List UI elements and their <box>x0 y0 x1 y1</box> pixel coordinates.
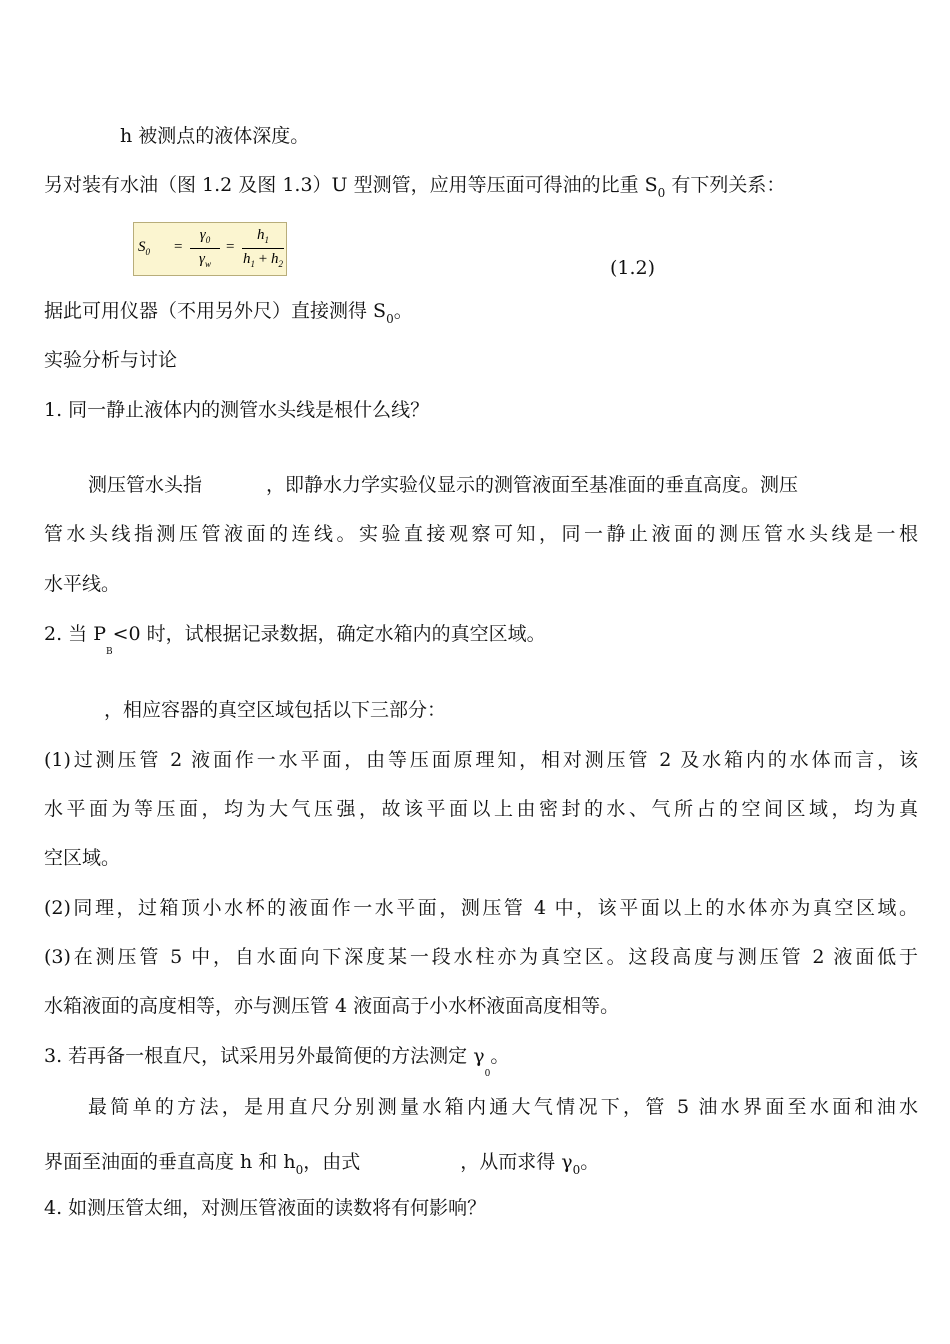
line-direct-measure <box>44 299 413 325</box>
question-1: 1. 同一静止液体内的测管水头线是根什么线？ <box>44 399 430 421</box>
line-oil-relation <box>44 173 785 199</box>
formula-denominator-2: $h_1 + h_2$ <box>243 251 283 269</box>
formula-equals: = <box>226 239 235 255</box>
answer-3-line-2: 界面至油面的垂直高度 h 和 $h_0$，由式 ，从而求得 $\gamma_0$。 <box>44 1151 600 1177</box>
section-heading: 实验分析与讨论 <box>44 349 178 371</box>
subscript: 0 <box>295 1163 304 1177</box>
formula-image <box>133 222 287 276</box>
formula-lhs: $S_0$ <box>138 239 150 257</box>
equation-number: (1.2) <box>610 257 656 279</box>
answer-2-part1-line1: (1)过测压管 2 液面作一水平面，由等压面原理知，相对测压管 2 及水箱内的水体而言，该 <box>44 749 918 771</box>
question-3: 3. 若再备一根直尺，试采用另外最简便的方法测定 $\gamma_0$。 <box>44 1045 510 1079</box>
text: 另对装有水油（图 1.2 及图 1.3）U 型测管，应用等压面可得油的比重 S <box>44 174 658 196</box>
fraction-bar <box>190 248 220 249</box>
answer-1-line-2: 管水头线指测压管液面的连线。实验直接观察可知，同一静止液面的测压管水头线是一根 <box>44 523 918 545</box>
answer-2-part3-line2: 水箱液面的高度相等，亦与测压管 4 液面高于小水杯液面高度相等。 <box>44 995 620 1017</box>
answer-2-part2: (2)同理，过箱顶小水杯的液面作一水平面，测压管 4 中，该平面以上的水体亦为真空区域。 <box>44 897 918 919</box>
formula-equals: = <box>174 239 183 255</box>
formula-denominator-1: $\gamma_w$ <box>199 251 211 269</box>
subscript: 0 <box>657 186 666 200</box>
formula-numerator-2: $h_1$ <box>257 227 269 245</box>
text: 有下列关系： <box>665 174 786 196</box>
answer-1-line-1: 测压管水头指 ，即静水力学实验仪显示的测管液面至基准面的垂直高度。测压 <box>88 474 799 496</box>
text: 据此可用仪器（不用另外尺）直接测得 S <box>44 300 387 322</box>
fraction-bar <box>242 248 284 249</box>
text: 。 <box>393 300 413 322</box>
subscript: 0 <box>386 312 394 326</box>
answer-2-part1-line3: 空区域。 <box>44 847 121 869</box>
subscript: B <box>106 647 113 657</box>
answer-2-part1-line2: 水平面为等压面，均为大气压强，故该平面以上由密封的水、气所占的空间区域，均为真 <box>44 798 918 820</box>
text: h 被测点的液体深度。 <box>120 125 310 147</box>
answer-3-line-1: 最简单的方法，是用直尺分别测量水箱内通大气情况下，管 5 油水界面至水面和油水 <box>88 1096 918 1118</box>
question-2: 2. 当 $P_B<0$ 时，试根据记录数据，确定水箱内的真空区域。 <box>44 623 546 657</box>
line-h-definition <box>120 124 309 148</box>
formula-numerator-1: $\gamma_0$ <box>199 227 211 245</box>
answer-2-part3-line1: (3)在测压管 5 中，自水面向下深度某一段水柱亦为真空区。这段高度与测压管 2 液面低于 <box>44 946 918 968</box>
subscript: 0 <box>484 1069 491 1079</box>
answer-2-intro: ，相应容器的真空区域包括以下三部分： <box>104 699 447 721</box>
question-4: 4. 如测压管太细，对测压管液面的读数将有何影响？ <box>44 1197 487 1219</box>
answer-1-line-3: 水平线。 <box>44 573 121 595</box>
subscript: 0 <box>572 1163 581 1177</box>
